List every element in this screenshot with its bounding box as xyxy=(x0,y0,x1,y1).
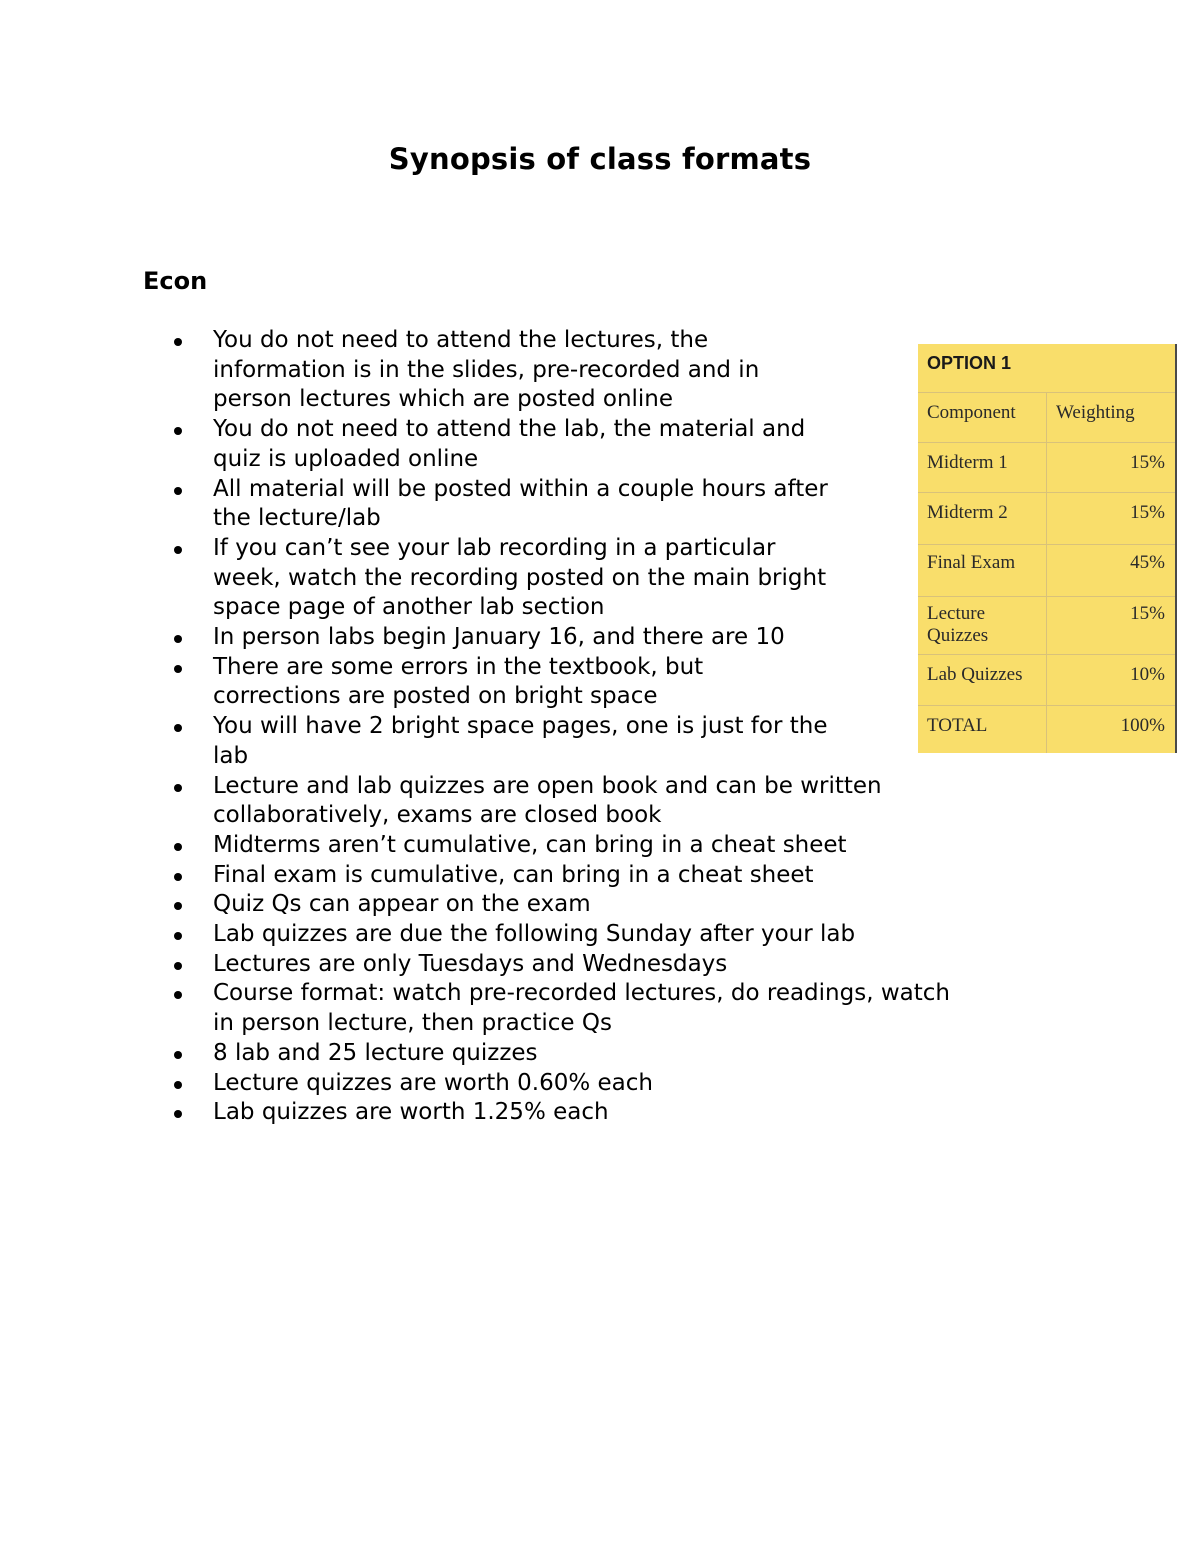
list-item xyxy=(0,861,950,891)
table-divider xyxy=(918,596,1175,597)
list-item xyxy=(0,475,950,534)
list-item-text: Lectures are only Tuesdays and Wednesdays xyxy=(213,950,728,977)
list-item-text: Lecture and lab quizzes are open book and can be written xyxy=(213,772,882,799)
section-heading-econ: Econ xyxy=(143,267,208,295)
bullet-icon xyxy=(174,665,182,673)
list-item xyxy=(0,950,950,980)
bullet-icon xyxy=(174,724,182,732)
list-item-text: All material will be posted within a couple hours after xyxy=(213,475,828,502)
bullet-icon xyxy=(174,873,182,881)
table-row-component: Lecture Quizzes xyxy=(927,603,989,646)
table-row-weighting: 15% xyxy=(1130,452,1165,473)
list-item-text: Lecture quizzes are worth 0.60% each xyxy=(213,1069,653,1096)
bullet-icon xyxy=(174,962,182,970)
list-item xyxy=(0,534,950,623)
bullet-icon xyxy=(174,635,182,643)
bullet-icon xyxy=(174,487,182,495)
table-header-weighting: Weighting xyxy=(1056,402,1135,423)
grade-weighting-table xyxy=(918,344,1177,753)
list-item-text: If you can’t see your lab recording in a particular xyxy=(213,534,776,561)
page-title: Synopsis of class formats xyxy=(388,142,812,176)
table-row-component: Midterm 1 xyxy=(927,452,1008,473)
bullet-icon xyxy=(174,1051,182,1059)
table-row-weighting: 100% xyxy=(1120,715,1165,736)
table-divider xyxy=(918,705,1175,706)
econ-bullet-list xyxy=(0,326,950,1128)
list-item xyxy=(0,920,950,950)
list-item xyxy=(0,890,950,920)
list-item-text: Midterms aren’t cumulative, can bring in a cheat sheet xyxy=(213,831,847,858)
bullet-icon xyxy=(174,338,182,346)
table-row-weighting: 15% xyxy=(1130,603,1165,624)
table-row-weighting: 10% xyxy=(1130,664,1165,685)
list-item-text: collaboratively, exams are closed book xyxy=(213,802,662,829)
table-divider xyxy=(918,544,1175,545)
bullet-icon xyxy=(174,1110,182,1118)
list-item xyxy=(0,831,950,861)
table-title: OPTION 1 xyxy=(927,353,1012,373)
table-row-weighting: 15% xyxy=(1130,502,1165,523)
table-row-weighting: 45% xyxy=(1130,552,1165,573)
list-item-text: You do not need to attend the lectures, the xyxy=(213,327,709,353)
list-item-text: corrections are posted on bright space xyxy=(213,683,658,710)
list-item xyxy=(0,326,950,415)
table-row-component: Final Exam xyxy=(927,552,1016,573)
list-item-text: You will have 2 bright space pages, one is just for the xyxy=(213,713,828,740)
list-item-text: week, watch the recording posted on the main bright xyxy=(213,564,827,591)
list-item xyxy=(0,979,950,1038)
bullet-icon xyxy=(174,932,182,940)
list-item xyxy=(0,653,950,712)
list-item xyxy=(0,1098,950,1128)
list-item-text: person lectures which are posted online xyxy=(213,386,674,413)
list-item xyxy=(0,1039,950,1069)
list-item xyxy=(0,712,950,771)
list-item-text: Course format: watch pre-recorded lectures, do readings, watch xyxy=(213,980,950,1007)
list-item-text: in person lecture, then practice Qs xyxy=(213,1010,612,1037)
list-item-text: Final exam is cumulative, can bring in a cheat sheet xyxy=(213,861,814,888)
list-item-text: quiz is uploaded online xyxy=(213,445,479,472)
table-divider xyxy=(918,654,1175,655)
table-divider xyxy=(918,442,1175,443)
table-row-component: Midterm 2 xyxy=(927,502,1008,523)
bullet-icon xyxy=(174,784,182,792)
list-item xyxy=(0,1069,950,1099)
list-item-text: Quiz Qs can appear on the exam xyxy=(213,891,591,918)
list-item-text: 8 lab and 25 lecture quizzes xyxy=(213,1039,538,1066)
bullet-icon xyxy=(174,546,182,554)
list-item-text: information is in the slides, pre-recorded and in xyxy=(213,356,760,383)
bullet-icon xyxy=(174,427,182,435)
table-row-component: TOTAL xyxy=(927,715,988,736)
list-item xyxy=(0,623,950,653)
list-item-text: Lab quizzes are due the following Sunday after your lab xyxy=(213,921,856,948)
list-item xyxy=(0,772,950,831)
bullet-icon xyxy=(174,902,182,910)
list-item-text: lab xyxy=(213,742,249,769)
list-item xyxy=(0,415,950,474)
list-item-text: space page of another lab section xyxy=(213,594,605,621)
table-column-divider xyxy=(1046,392,1047,753)
list-item-text: the lecture/lab xyxy=(213,505,381,532)
table-header-component: Component xyxy=(927,402,1016,423)
table-row-component: Lab Quizzes xyxy=(927,664,1023,685)
bullet-icon xyxy=(174,1081,182,1089)
bullet-icon xyxy=(174,843,182,851)
list-item-text: There are some errors in the textbook, but xyxy=(213,653,704,680)
list-item-text: Lab quizzes are worth 1.25% each xyxy=(213,1099,609,1126)
table-divider xyxy=(918,492,1175,493)
bullet-icon xyxy=(174,991,182,999)
list-item-text: You do not need to attend the lab, the material and xyxy=(213,416,806,443)
list-item-text: In person labs begin January 16, and there are 10 xyxy=(213,624,785,651)
